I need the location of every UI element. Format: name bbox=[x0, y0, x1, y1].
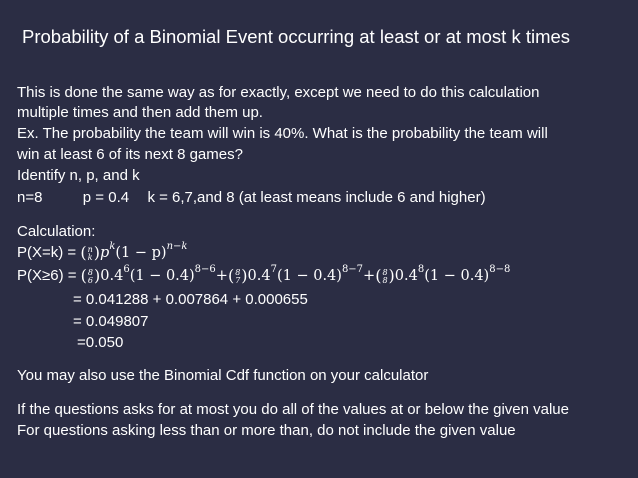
param-n: n=8 bbox=[17, 189, 43, 206]
binomial-coefficient: ( n k ) bbox=[80, 243, 101, 263]
term-3: ( 8 8 )$0.4^8(1 - 0.4)^{8-8}$ bbox=[375, 264, 511, 286]
expansion-line: P(X≥6) = ( 8 6 )$0.4^6(1 - 0.4)^{8-6}+$( 8 7 )$0.4^7(1 - 0.4)^{8-7}+$( 8 8 )$0.4^8(1 - 0.4)^{8-8}$ bbox=[17, 264, 511, 286]
identify-line: Identify n, p, and k bbox=[17, 167, 140, 184]
example-line-1: Ex. The probability the team will win is 40%. What is the probability the team will bbox=[17, 125, 548, 142]
formula-lhs: P(X=k) = bbox=[17, 244, 81, 261]
param-p: p = 0.4 bbox=[82, 189, 130, 206]
slide-title: Probability of a Binomial Event occurring at least or at most k times bbox=[22, 26, 571, 47]
example-line-2: win at least 6 of its next 8 games? bbox=[17, 146, 243, 163]
param-k: k = 6,7,and 8 (at least means include 6 and higher) bbox=[147, 189, 486, 206]
cdf-note: You may also use the Binomial Cdf function on your calculator bbox=[17, 367, 429, 384]
term-2: ( 8 7 )$0.4^7(1 - 0.4)^{8-7}$ bbox=[227, 264, 364, 286]
calculation-label: Calculation: bbox=[17, 223, 96, 240]
calc-step-1: = 0.041288 + 0.007864 + 0.000655 bbox=[73, 291, 308, 308]
less-more-note: For questions asking less than or more than, do not include the given value bbox=[17, 422, 516, 439]
parameters-line bbox=[17, 188, 486, 208]
expansion-lhs: P(X≥6) = bbox=[17, 267, 81, 284]
at-most-note: If the questions asks for at most you do all of the values at or below the given value bbox=[17, 401, 569, 418]
binomial-formula bbox=[17, 243, 187, 263]
calc-step-3: =0.050 bbox=[77, 334, 124, 351]
term-1: ( 8 6 )$0.4^6(1 - 0.4)^{8-6}$ bbox=[80, 264, 216, 286]
intro-line-1: This is done the same way as for exactly, except we need to do this calculation bbox=[17, 84, 540, 101]
formula-complement: $(1 - p)^{n-k}$ bbox=[115, 241, 188, 261]
formula-p: $p^k$ bbox=[100, 241, 116, 261]
calc-step-2: = 0.049807 bbox=[73, 313, 149, 330]
intro-line-2: multiple times and then add them up. bbox=[17, 104, 263, 121]
